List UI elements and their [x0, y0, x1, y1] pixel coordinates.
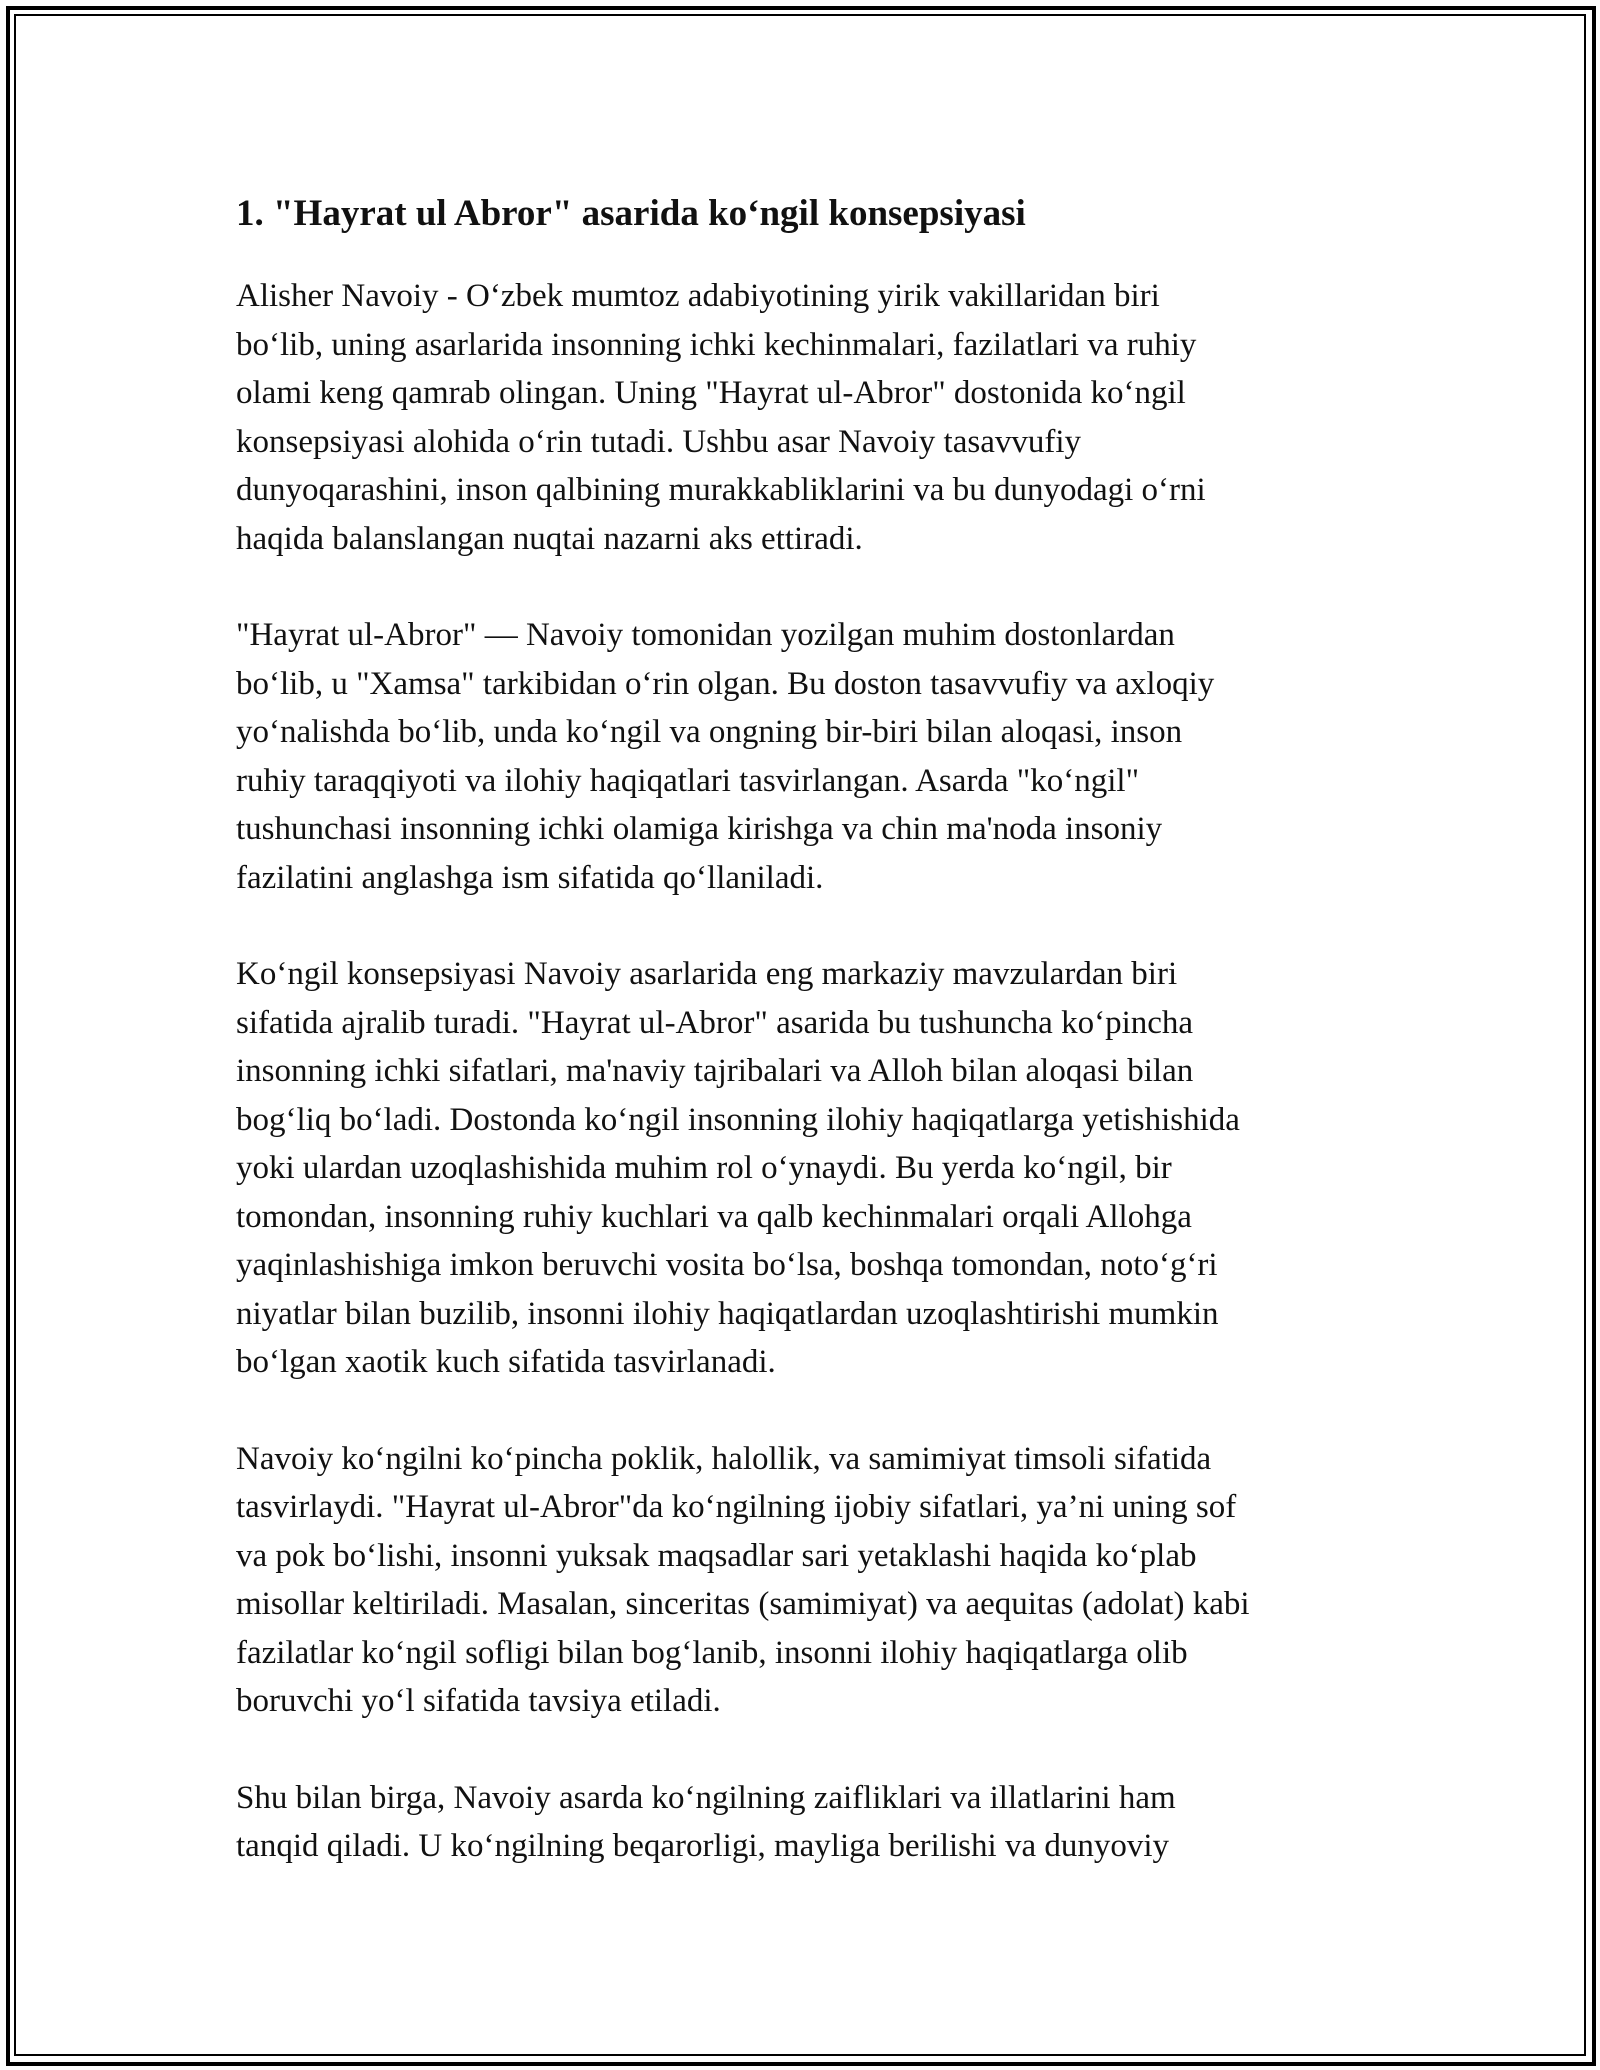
- document-body: [236, 186, 1384, 1919]
- paragraph-line: ruhiy taraqqiyoti va ilohiy haqiqatlari tasvirlangan. Asarda "ko‘ngil": [236, 762, 1140, 799]
- paragraph-line: yo‘nalishda bo‘lib, unda ko‘ngil va ongning bir-biri bilan aloqasi, inson: [236, 714, 1183, 750]
- paragraph-line: Ko‘ngil konsepsiyasi Navoiy asarlarida eng markaziy mavzulardan biri: [236, 956, 1178, 992]
- paragraph-line: konsepsiyasi alohida o‘rin tutadi. Ushbu asar Navoiy tasavvufiy: [236, 423, 1081, 460]
- paragraph-line: misollar keltiriladi. Masalan, sinceritas (samimiyat) va aequitas (adolat) kabi: [236, 1586, 1250, 1622]
- paragraph-2: [236, 611, 1384, 902]
- paragraph-3: [236, 950, 1384, 1387]
- paragraph-line: haqida balanslangan nuqtai nazarni aks ettiradi.: [236, 520, 863, 557]
- paragraph-line: dunyoqarashini, inson qalbining murakkabliklarini va bu dunyodagi o‘rni: [236, 472, 1206, 508]
- paragraph-line: va pok bo‘lishi, insonni yuksak maqsadlar sari yetaklashi haqida ko‘plab: [236, 1537, 1197, 1574]
- paragraph-line: bo‘lib, u "Xamsa" tarkibidan o‘rin olgan. Bu doston tasavvufiy va axloqiy: [236, 665, 1215, 702]
- paragraph-line: Alisher Navoiy - O‘zbek mumtoz adabiyotining yirik vakillaridan biri: [236, 278, 1160, 314]
- paragraph-line: boruvchi yo‘l sifatida tavsiya etiladi.: [236, 1683, 721, 1719]
- paragraph-line: insonning ichki sifatlari, ma'naviy tajribalari va Alloh bilan aloqasi bilan: [236, 1053, 1194, 1089]
- paragraph-line: yaqinlashishiga imkon beruvchi vosita bo‘lsa, boshqa tomondan, noto‘g‘ri: [236, 1247, 1218, 1283]
- paragraph-5: [236, 1774, 1384, 1871]
- document-title: 1. "Hayrat ul Abror" asarida ko‘ngil konsepsiyasi: [236, 193, 1026, 234]
- paragraph-line: niyatlar bilan buzilib, insonni ilohiy haqiqatlardan uzoqlashtirishi mumkin: [236, 1295, 1219, 1332]
- paragraph-line: tanqid qiladi. U ko‘ngilning beqarorligi, mayliga berilishi va dunyoviy: [236, 1828, 1170, 1864]
- paragraph-4: [236, 1435, 1384, 1726]
- paragraph-line: olami keng qamrab olingan. Uning "Hayrat ul-Abror" dostonida ko‘ngil: [236, 375, 1186, 411]
- paragraph-line: bo‘lgan xaotik kuch sifatida tasvirlanadi.: [236, 1344, 776, 1380]
- paragraph-1: [236, 272, 1384, 563]
- paragraph-line: tushunchasi insonning ichki olamiga kirishga va chin ma'noda insoniy: [236, 811, 1163, 847]
- paragraph-line: fazilatlar ko‘ngil sofligi bilan bog‘lanib, insonni ilohiy haqiqatlarga olib: [236, 1634, 1188, 1671]
- paragraph-line: fazilatini anglashga ism sifatida qo‘llaniladi.: [236, 859, 824, 896]
- paragraph-line: tomondan, insonning ruhiy kuchlari va qalb kechinmalari orqali Allohga: [236, 1198, 1192, 1235]
- paragraph-line: bo‘lib, uning asarlarida insonning ichki kechinmalari, fazilatlari va ruhiy: [236, 326, 1197, 363]
- paragraph-line: tasvirlaydi. "Hayrat ul-Abror"da ko‘ngilning ijobiy sifatlari, ya’ni uning sof: [236, 1489, 1237, 1525]
- paragraph-line: sifatida ajralib turadi. "Hayrat ul-Abror" asarida bu tushuncha ko‘pincha: [236, 1004, 1194, 1041]
- paragraph-line: bog‘liq bo‘ladi. Dostonda ko‘ngil insonning ilohiy haqiqatlarga yetishishida: [236, 1101, 1240, 1138]
- paragraph-line: yoki ulardan uzoqlashishida muhim rol o‘ynaydi. Bu yerda ko‘ngil, bir: [236, 1150, 1172, 1186]
- paragraph-line: Navoiy ko‘ngilni ko‘pincha poklik, halollik, va samimiyat timsoli sifatida: [236, 1440, 1212, 1477]
- paragraph-line: Shu bilan birga, Navoiy asarda ko‘ngilning zaifliklari va illatlarini ham: [236, 1779, 1176, 1816]
- paragraph-line: "Hayrat ul-Abror" — Navoiy tomonidan yozilgan muhim dostonlardan: [236, 617, 1175, 653]
